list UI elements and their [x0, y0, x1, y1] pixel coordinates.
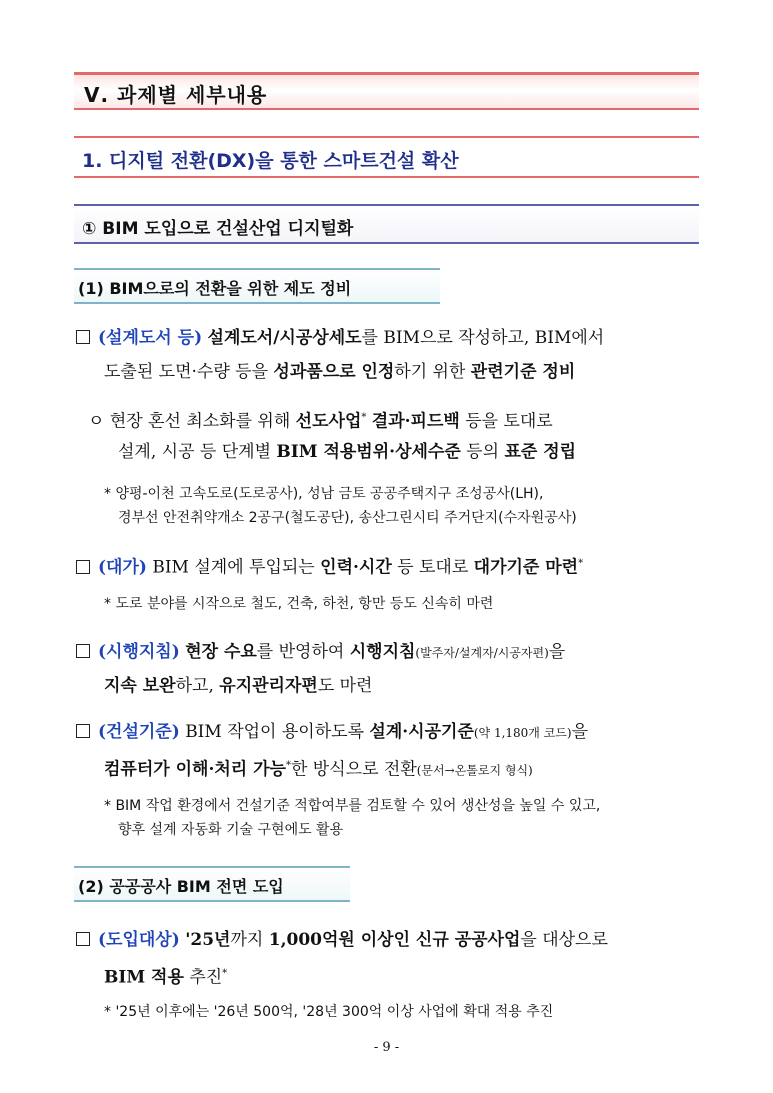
text: 도 마련: [317, 676, 373, 696]
footnote-mark: *: [285, 760, 291, 771]
text: BIM 작업이 용이하도록: [185, 722, 364, 742]
bold-text: 설계·시공기준: [369, 722, 474, 742]
bold-text: 지속 보완: [104, 676, 176, 696]
sub-bullet-line1: [88, 402, 553, 438]
bold-text: 유지관리자편: [219, 676, 318, 696]
footnote-mark: *: [222, 968, 228, 979]
item-target-line1: [76, 924, 608, 956]
section-1-title: 1. 디지털 전환(DX)을 통한 스마트건설 확산: [82, 150, 459, 172]
small-text: (약 1,180개 코드): [473, 726, 572, 740]
item-target-line2: [104, 958, 227, 994]
bold-text: 인력·시간: [320, 557, 392, 578]
checkbox-icon: [76, 932, 90, 946]
bold-text: '25년: [185, 930, 231, 950]
bold-text: 설계도서/시공상세도: [207, 328, 362, 348]
text: 을 대상으로: [520, 930, 608, 950]
note-4: * '25년 이후에는 '26년 500억, '28년 300억 이상 사업에 확대 적용 추진: [104, 1004, 554, 1020]
item-standard-line2: [104, 750, 533, 787]
section-1-header: [74, 136, 699, 178]
text: 등의: [466, 442, 500, 462]
page-number: - 9 -: [373, 1040, 400, 1055]
text: 하고,: [175, 676, 214, 696]
text: 를 BIM으로 작성하고, BIM에서: [361, 328, 605, 348]
item-tag: (설계도서 등): [98, 328, 203, 348]
bold-text: 결과·피드백: [371, 411, 460, 432]
note-1-line2: 경부선 안전취약개소 2공구(철도공단), 송산그린시티 주거단지(수자원공사): [118, 510, 577, 526]
footnote-mark: *: [361, 412, 367, 423]
text: 등을 토대로: [465, 411, 553, 432]
checkbox-icon: [76, 560, 90, 574]
item-design-line2: [104, 356, 575, 388]
item-cost-line: [76, 548, 583, 584]
item-design-line1: [76, 322, 604, 354]
sub-bullet-line2: [118, 436, 576, 468]
item-standard-line1: [76, 716, 588, 749]
item-tag: (대가): [98, 557, 147, 578]
bold-text: 현장 수요: [185, 642, 257, 662]
bold-text: 컴퓨터가 이해·처리 가능: [104, 759, 286, 780]
item-guide-line1: [76, 636, 565, 669]
checkbox-icon: [76, 724, 90, 738]
bold-text: BIM 적용범위·상세수준: [276, 442, 461, 462]
item-tag: (시행지침): [98, 642, 180, 662]
bold-text: 관련기준 정비: [470, 362, 576, 382]
note-3-line1: * BIM 작업 환경에서 건설기준 적합여부를 검토할 수 있어 생산성을 높일 수 있고,: [104, 798, 601, 814]
bold-text: 표준 정립: [504, 442, 577, 462]
small-text: (발주자/설계자/시공자편): [415, 646, 549, 660]
text: 하기 위한: [394, 362, 466, 382]
text: 한 방식으로 전환: [290, 759, 417, 780]
footnote-mark: *: [578, 558, 584, 569]
heading-2-title: (2) 공공공사 BIM 전면 도입: [78, 877, 284, 896]
text: 를 반영하여: [256, 642, 345, 662]
text: 을: [571, 722, 589, 742]
bold-text: 성과품으로 인정: [273, 362, 395, 382]
heading-2: [74, 866, 350, 902]
item-tag: (건설기준): [98, 722, 180, 742]
text: 을: [548, 642, 566, 662]
text: 까지: [230, 930, 264, 950]
section-v-title: Ⅴ. 과제별 세부내용: [84, 83, 268, 107]
subsection-header: [74, 204, 699, 244]
checkbox-icon: [76, 330, 90, 344]
text: BIM 설계에 투입되는: [152, 557, 315, 578]
text: ㅇ 현장 혼선 최소화를 위해: [88, 411, 291, 432]
section-v-header: [74, 72, 699, 110]
heading-1: [74, 268, 440, 304]
note-2: * 도로 분야를 시작으로 철도, 건축, 하천, 항만 등도 신속히 마련: [104, 596, 494, 612]
bold-text: 1,000억원 이상인 신규 공공사업: [268, 930, 521, 950]
text: 등 토대로: [397, 557, 469, 578]
item-tag: (도입대상): [98, 930, 180, 950]
checkbox-icon: [76, 644, 90, 658]
small-text: (문서→온톨로지 형식): [416, 763, 533, 778]
subsection-title: ① BIM 도입으로 건설산업 디지털화: [82, 219, 354, 239]
item-guide-line2: [104, 670, 372, 702]
bold-text: 시행지침: [349, 642, 416, 662]
bold-text: 선도사업: [295, 411, 362, 432]
text: 도출된 도면·수량 등을: [104, 362, 269, 382]
heading-1-title: (1) BIM으로의 전환을 위한 제도 정비: [78, 279, 352, 298]
text: 설계, 시공 등 단계별: [118, 442, 271, 462]
bold-text: BIM 적용: [104, 967, 184, 988]
note-1-line1: * 양평-이천 고속도로(도로공사), 성남 금토 공공주택지구 조성공사(LH),: [104, 486, 544, 502]
bold-text: 대가기준 마련: [473, 557, 579, 578]
note-3-line2: 향후 설계 자동화 기술 구현에도 활용: [118, 822, 344, 838]
text: 추진: [189, 967, 223, 988]
